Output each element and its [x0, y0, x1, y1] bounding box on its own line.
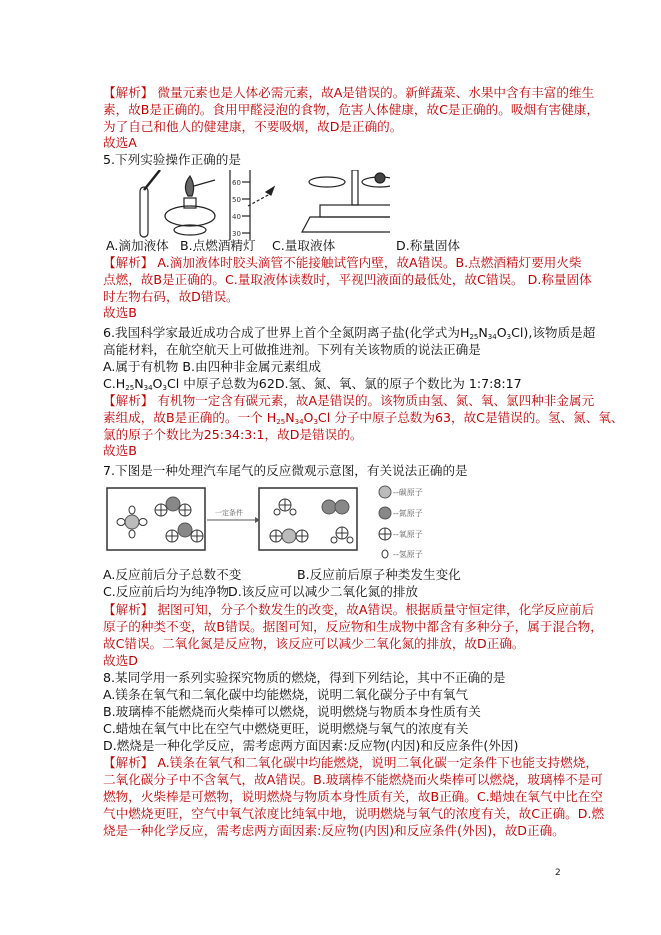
- test-tube-dropper-figure: [140, 170, 160, 237]
- q8-option-d: D.燃烧是一种化学反应，需考虑两方面因素:反应物(内因)和反应条件(外因): [103, 738, 519, 753]
- q7-option-b: B.反应前后原子种类发生变化: [297, 567, 461, 582]
- q4-analysis-line: 为了自己和他人的健建康，不要吸烟，故D是正确的。: [103, 119, 403, 134]
- svg-text:--氧原子: --氧原子: [393, 530, 423, 539]
- q6-options-ab: A.属于有机物 B.由四种非金属元素组成: [103, 359, 321, 374]
- q6-analysis-line: 素组成，故B是正确的。一个 $H_{25}N_{34}O_3Cl$ 分子中原子总数为63，故C是错误的。氢、氮、氧、: [103, 410, 624, 426]
- q5-apparatus-figure: [130, 170, 390, 240]
- q4-answer: 故选A: [103, 135, 137, 150]
- q4-analysis-line: 素，故B是正确的。食用甲醛浸泡的食物，危害人体健康，故C是正确的。吸烟有害健康，: [103, 102, 599, 117]
- q5-option-d: D.称量固体: [396, 238, 461, 253]
- chemical-formula: $H_{25}N_{34}O_3Cl$: [459, 325, 524, 341]
- q5-analysis-line: 【解析】 A.滴加液体时胶头滴管不能接触试管内壁，故A错误。B.点燃酒精灯要用火柴: [103, 255, 582, 270]
- q6-analysis-line: 氯的原子个数比为25:34:3:1，故D是错误的。: [103, 427, 363, 442]
- q6-stem-line: 高能材料，在航空航天上可做推进剂。下列有关该物质的说法正确是: [103, 342, 481, 357]
- q7-option-a: A.反应前后分子总数不变: [103, 567, 242, 582]
- svg-text:--碳原子: --碳原子: [393, 488, 423, 497]
- q8-stem: 8.某同学用一系列实验探究物质的燃烧，得到下列结论，其中不正确的是: [103, 670, 506, 685]
- q5-option-c: C.量取液体: [272, 238, 336, 253]
- hydrogen-atom-icon: [382, 550, 388, 558]
- q7-answer: 故选D: [103, 653, 138, 668]
- q5-option-a: A.滴加液体: [106, 238, 169, 253]
- q7-analysis-line: 故C错误。二氧化氮是反应物，该反应可以减少二氧化氮的排放，故D正确。: [103, 636, 525, 651]
- cylinder-tick-label: 40: [232, 213, 241, 221]
- cylinder-tick-label: 50: [232, 196, 241, 204]
- page-number: 2: [555, 868, 561, 878]
- oxygen-atom-icon: [379, 528, 391, 540]
- carbon-atom-icon: [379, 486, 391, 498]
- q6-analysis-line: 【解析】 有机物一定含有碳元素，故A是错误的。该物质由氢、氮、氧、氯四种非金属元: [103, 393, 595, 408]
- q4-analysis-line: 【解析】 微量元素也是人体必需元素，故A是错误的。新鲜蔬菜、水果中含有丰富的维生: [103, 85, 595, 100]
- nitrogen-atom-icon: [379, 507, 391, 519]
- q6-answer: 故选B: [103, 443, 137, 458]
- q7-stem: 7.下图是一种处理汽车尾气的反应微观示意图，有关说法正确的是: [103, 463, 468, 478]
- q6-stem-line: 6.我国科学家最近成功合成了世界上首个全氮阴离子盐(化学式为$H_{25}N_{34}O_3Cl$),该物质是超: [103, 325, 596, 341]
- q6-options-cd: $C.H_{25}N_{34}O_3Cl$ 中原子总数为62D.氢、氮、氧、氯的原子个数比为 1:7:8:17: [103, 376, 522, 392]
- q8-option-c: C.蜡烛在氧气中比在空气中燃烧更旺，说明燃烧与氧气的浓度有关: [103, 721, 469, 736]
- q7-analysis-line: 原子的种类不变，故B错误。据图可知，反应物和生成物中都含有多种分子，属于混合物，: [103, 619, 603, 634]
- cylinder-tick-label: 30: [232, 230, 241, 238]
- svg-text:--氢原子: --氢原子: [393, 550, 423, 559]
- svg-text:--氮原子: --氮原子: [393, 509, 423, 518]
- cylinder-tick-label: 60: [232, 179, 241, 187]
- balance-figure: [302, 170, 390, 232]
- q5-stem: 5.下列实验操作正确的是: [103, 152, 241, 167]
- q8-analysis-line: 燃物，火柴棒是可燃物，说明燃烧与物质本身性质有关，故B正确。C.蜡烛在氧气中比在空: [103, 789, 603, 804]
- q7-option-d: D.该反应可以减少二氧化氮的排放: [228, 584, 419, 599]
- q8-analysis-line: 二氧化碳分子中不含氧气，故A错误。B.玻璃棒不能燃烧而火柴棒可以燃烧，玻璃棒不是可: [103, 772, 603, 787]
- arrow-label: 一定条件: [215, 509, 243, 517]
- chemical-formula: $H_{25}N_{34}O_3Cl$: [115, 376, 180, 392]
- q8-analysis-line: 【解析】 A.镁条在氧气和二氧化碳中均能燃烧，说明二氧化碳一定条件下也能支持燃烧，: [103, 755, 598, 770]
- q7-analysis-line: 【解析】 据图可知，分子个数发生的改变，故A错误。根据质量守恒定律，化学反应前后: [103, 602, 595, 617]
- alcohol-lamp-figure: [165, 176, 215, 235]
- q8-option-a: A.镁条在氧气和二氧化碳中均能燃烧，说明二氧化碳分子中有氧气: [103, 687, 469, 702]
- chemical-formula: $H_{25}N_{34}O_3Cl$: [266, 410, 331, 426]
- q8-option-b: B.玻璃棒不能燃烧而火柴棒可以燃烧，说明燃烧与物质本身性质有关: [103, 704, 481, 719]
- q5-analysis-line: 时左物右码，故D错误。: [103, 289, 239, 304]
- q5-option-b: B.点燃酒精灯: [180, 238, 256, 253]
- q5-analysis-line: 点燃，故B是正确的。C.量取液体读数时，平视凹液面的最低处，故C错误。 D.称量固体: [103, 272, 592, 287]
- q8-analysis-line: 气中燃烧更旺，空气中氧气浓度比纯氧中地，说明燃烧与氧气的浓度有关，故C正确。D.燃: [103, 806, 605, 821]
- q7-option-c: C.反应前后均为纯净物: [103, 584, 230, 599]
- q5-answer: 故选B: [103, 305, 137, 320]
- reaction-diagram: [105, 480, 425, 562]
- q8-analysis-line: 烧是一种化学反应，需考虑两方面因素:反应物(内因)和反应条件(外因)，故D正确。: [103, 823, 565, 838]
